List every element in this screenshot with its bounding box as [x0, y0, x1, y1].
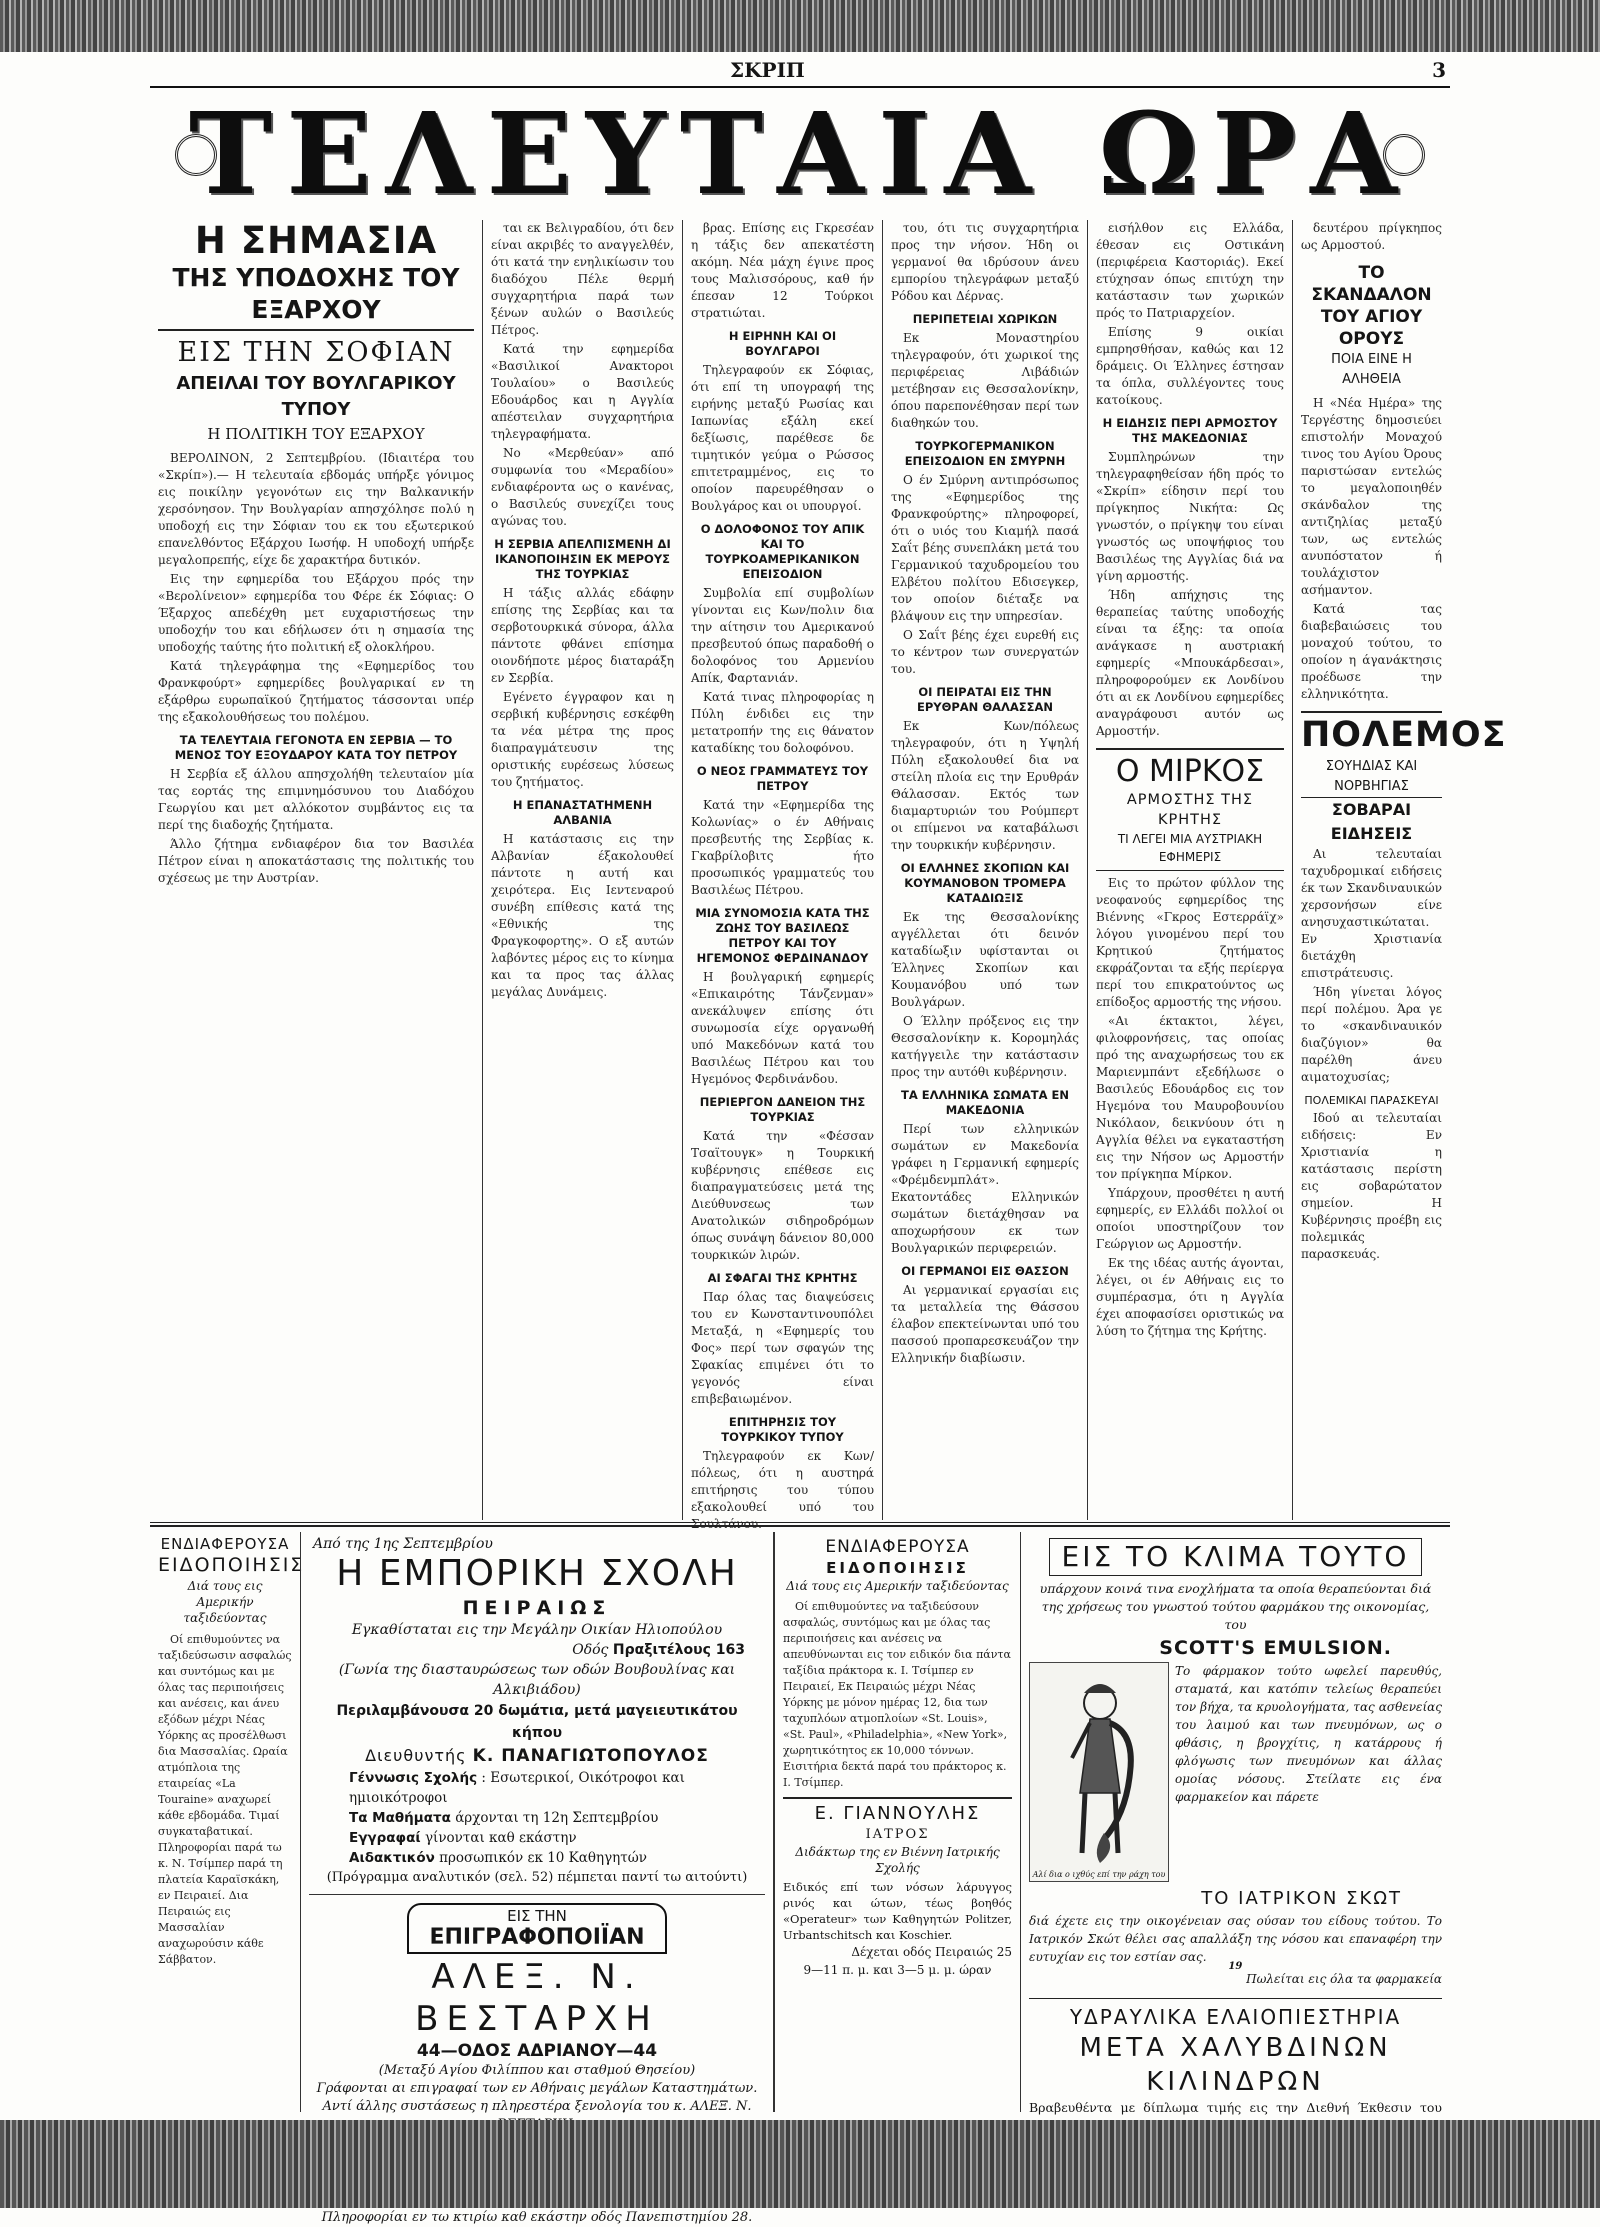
- lead-headline: Η ΣΗΜΑΣΙΑ: [194, 219, 438, 262]
- article-paragraph: Η βουλγαρική εφημερίς «Επικαιρότης Τάνζενμαν» ανεκάλυψεν επίσης ότι συνωμοσία είχε οργανωθή υπό Μακεδόνων κατά του Βασιλέως Πέτρου και του Ηγεμόνος Φερδινάνδου.: [691, 970, 874, 1086]
- address-value: Πραξιτέλους 163: [612, 1642, 745, 1658]
- ad-text: Το φάρμακον τούτο ωφελεί παρευθύς, σταματά, και κατόπιν τελείως θεραπεύει τον βήχα, τα κρυολογήματα, τας ασθενείας του λαιμού και των πνευμόνων, ως ο φθάσις, η βρογχίτις, η κατάρρους ή φλόγωσις των πνευμόνων και άλλας ομοίας νόσους. Στείλατε εις ένα φαρμακείον και πάρετε: [1175, 1664, 1442, 1804]
- address-prefix: Οδός: [572, 1642, 609, 1658]
- column-5: [1087, 220, 1292, 1520]
- article-paragraph: Η Σερβία εξ άλλου απησχολήθη τελευταίον μία τας εορτάς της επιμνημόσυνου του Διαδόχου Γεωργίου και μετ αλλόκοτον συμβάντος εις τα περί της διαδοχής ζητήματα.: [158, 767, 474, 832]
- ad-date: Από της 1ης Σεπτεμβρίου: [313, 1536, 493, 1552]
- ad-travel-notice: [150, 1532, 305, 2112]
- doctor-ad: [783, 1797, 1012, 1979]
- masthead-rule: [150, 86, 1450, 88]
- ad-heading: ΕΝΔΙΑΦΕΡΟΥΣΑ: [160, 1535, 290, 1553]
- doctor-address: Δέχεται οδός Πειραιώς 25: [851, 1945, 1012, 1959]
- section-heading: ΑΙ ΣΦΑΓΑΙ ΤΗΣ ΚΡΗΤΗΣ: [707, 1271, 858, 1285]
- school-info-list: [309, 1768, 765, 1868]
- war-subheadline-2: ΣΟΒΑΡΑΙ ΕΙΔΗΣΕΙΣ: [1330, 800, 1413, 843]
- article-paragraph: Υπάρχουν, προσθέτει η αυτή εφημερίς, εν Ελλάδι πολλοί οι οποίοι υποστηρίζουν τον Γεώργιον ως Αρμοστήν.: [1096, 1186, 1284, 1251]
- article-paragraph: Κατά τηλεγράφημα της «Εφημερίδος του Φρανκφούρτ» εφημερίδες βουλγαρικαί εν τη εξάρθρω ευρωπαϊκού ζητήματος τάσσονται υπέρ της εξακολουθήσεως του πολέμου.: [158, 659, 474, 724]
- article-paragraph: ΒΕΡΟΛΙΝΟΝ, 2 Σεπτεμβρίου. (Ιδιαιτέρα του «Σκρίπ»).— Η τελευταία εβδομάς υπήρξε γόνιμος εις ποικίλην γεγονότων εις την Βαλκανικήν χερσόνησον. Την Βουλγαρίαν απησχόλησε πολύ η υποδοχή εις την Σόφιαν του εκ του εξωτερικού επανελθόντος Εξάρχου Ιωσήφ. Η υποδοχή υπήρξε μεγαλοπρεπής, είχε δε χαρακτήρα δυτικόν.: [158, 451, 474, 567]
- ad-heading: ΕΙΔΟΠΟΙΗΣΙΣ: [158, 1554, 305, 1576]
- engraver-street-note: (Μεταξύ Αγίου Φιλίππου και σταθμού Θησείου): [378, 2063, 696, 2078]
- mirkos-title: Ο ΜΙΡΚΟΣ: [1115, 754, 1265, 789]
- article-paragraph: Ήδη απήχησις της θεραπείας ταύτης υποδοχής είναι τα έξης: τα οποία ανάγκασε η αυστριακή εφημερίς «Μπουκάρδεσαι», πληροφορούμεν εκ Λονδίνου ότι αι εκ Λονδίνου εφημερίδες αναγράφουσι αυτόν ως Αρμοστήν.: [1096, 588, 1284, 738]
- article-paragraph: Εκ Μοναστηρίου τηλεγραφούν, ότι χωρικοί της περιφέρειας Λιβάδιών μετέβησαν εις Θεσσαλονίκην, όπου παρεπονέθησαν περί των διαθηκών του.: [891, 331, 1079, 430]
- article-paragraph: εισήλθον εις Ελλάδα, έθεσαν εις Οστικάνη (περιφέρεια Καστοριάς). Εκεί ετύχησαν όπως επιτύχη την κατάστασιν των χωρικών πρός το Πατριαρχείον.: [1096, 221, 1284, 320]
- info-row: Γέννωσις Σχολής : Εσωτερικοί, Οικότροφοι και ημιοικότροφοι: [349, 1770, 685, 1806]
- war-headline: ΠΟΛΕΜΟΣ: [1301, 711, 1442, 757]
- ad-heading: ΕΝΔΙΑΦΕΡΟΥΣΑ: [825, 1537, 970, 1557]
- column-4: [882, 220, 1087, 1520]
- article-paragraph: Ο Έλλην πρόξενος εις την Θεσσαλονίκην κ. Κορομηλάς κατήγγειλε την κατάστασιν προς την αυτόθι κυβέρνησιν.: [891, 1014, 1079, 1079]
- page-number: 3: [1432, 58, 1446, 82]
- article-paragraph: Κατά τας διαβεβαιώσεις του μοναχού τούτου, το οποίον η άγανάκτησις προέδωσε την ελληνικότητα.: [1301, 602, 1442, 701]
- section-heading: Η ΣΕΡΒΙΑ ΑΠΕΛΠΙΣΜΕΝΗ ΔΙ ΙΚΑΝΟΠΟΙΗΣΙΝ ΕΚ ΜΕΡΟΥΣ ΤΗΣ ΤΟΥΡΚΙΑΣ: [494, 537, 671, 581]
- ad-text: διά έχετε εις την οικογένειαν σας ούσαν του είδους τούτου. Το Ιατρικόν Σκώτ θέλει σας απαλλάξη της νόσου και επαναφέρη την ευτυχίαν εις τον εστίαν σας.: [1029, 1914, 1442, 1964]
- divider: [309, 1894, 765, 1895]
- article-paragraph: Τηλεγραφούν εκ Σόφιας, ότι επί τη υπογραφή της ειρήνης μεταξύ Ρωσίας και Ιαπωνίας εξάλη εκεί δεξίωσις, παρέθεσε δε τιμητικόν γεύμα ο Ρώσσος επιτετραμμένος, εις το οποίον παρευρέθησαν ο Βουλγάρος και οι υπουργοί.: [691, 363, 874, 513]
- article-paragraph: Επίσης 9 οικίαι εμπρησθήσαν, καθώς και 12 δράμεις. Οι Έλληνες έστησαν τα όπλα, συλλέγοντες τους κατοίκους.: [1096, 325, 1284, 407]
- oil-press-body: Βραβευθέντα με δίπλωμα τιμής εις την Διεθνή Έκθεσιν του: [1029, 2100, 1442, 2115]
- oil-press-subtitle: ΜΕΤΑ ΧΑΛΥΒΔΙΝΩΝ ΚΙΛΙΝΔΡΩΝ: [1079, 2033, 1392, 2097]
- doctor-name: Ε. ΓΙΑΝΝΟΥΛΗΣ: [814, 1803, 981, 1824]
- section-heading: ΜΙΑ ΣΥΝΟΜΟΣΙΑ ΚΑΤΑ ΤΗΣ ΖΩΗΣ ΤΟΥ ΒΑΣΙΛΕΩΣ ΠΕΤΡΟΥ ΚΑΙ ΤΟΥ ΗΓΕΜΟΝΟΣ ΦΕΡΔΙΝΑΝΔΟΥ: [695, 906, 870, 965]
- info-row: [349, 1808, 765, 1828]
- school-director: [309, 1744, 765, 1768]
- engraver-note: Γράφονται αι επιγραφαί των εν Αθήναις μεγάλων Καταστημάτων. Αντί άλλης συστάσεως η πληρεστέρα ξενολογία του κ. ΑΛΕΞ. Ν.: [316, 2081, 758, 2114]
- doctor-title: ΙΑΤΡΟΣ: [865, 1827, 930, 1842]
- article-paragraph: Άλλο ζήτημα ενδιαφέρον δια τον Βασιλέα Πέτρον είναι η αποκατάστασις της πολιτικής του σχέσεως με την Αυστρίαν.: [158, 837, 474, 885]
- war-subheadline: ΣΟΥΗΔΙΑΣ ΚΑΙ ΝΟΡΒΗΓΙΑΣ: [1301, 757, 1442, 798]
- section-heading: ΤΑ ΤΕΛΕΥΤΑΙΑ ΓΕΓΟΝΟΤΑ ΕΝ ΣΕΡΒΙΑ — ΤΟ ΜΕΝΟΣ ΤΟΥ ΕΞΟΥΔΑΡΟΥ ΚΑΤΑ ΤΟΥ ΠΕΤΡΟΥ: [174, 733, 458, 762]
- info-key: Εγγραφαί: [349, 1830, 421, 1846]
- ad-subheading: Διά τους εις Αμερικήν ταξιδεύοντας: [183, 1579, 267, 1625]
- doctor-school: Διδάκτωρ της εν Βιέννη Ιατρικής Σχολής: [795, 1845, 1000, 1875]
- mirkos-subtitle-2: ΤΙ ΛΕΓΕΙ ΜΙΑ ΑΥΣΤΡΙΑΚΗ ΕΦΗΜΕΡΙΣ: [1117, 832, 1263, 864]
- fisherman-illustration: [1029, 1662, 1169, 1882]
- director-prefix: Διευθυντής: [365, 1746, 467, 1765]
- product-name: SCOTT'S EMULSION.: [1159, 1637, 1392, 1659]
- ad-number: 19: [1228, 1961, 1243, 1972]
- article-paragraph: Εις την εφημερίδα του Εξάρχου πρός την «Βερολίνειον» εφημερίδα του Φέρε έκ Σόφιας: Ο Έξαρχος απεδέχθη μετ ευχαριστήσεως την υποδοχήν του και εδήλωσεν ότι η σημασία της υποδοχής ταύτης ήτο πολιτική εξ ολοκλήρου.: [158, 572, 474, 654]
- article-paragraph: ται εκ Βελιγραδίου, ότι δεν είναι ακριβές το αναγγελθέν, ότι κατά την ενηλικίωσιν του διαδόχου Πέλε θερμή συγχαρητήρια παρά των ξένων αυλών ο Βασιλεύς Πέτρος.: [491, 221, 674, 337]
- section-heading: ΤΟΥΡΚΟΓΕΡΜΑΝΙΚΟΝ ΕΠΕΙΣΟΔΙΟΝ ΕΝ ΣΜΥΡΝΗ: [904, 439, 1066, 468]
- ad-line: Εγκαθίσταται εις την Μεγάλην Οικίαν Ηλιοπούλου: [351, 1622, 723, 1638]
- section-heading: Η ΕΙΔΗΣΙΣ ΠΕΡΙ ΑΡΜΟΣΤΟΥ ΤΗΣ ΜΑΚΕΔΟΝΙΑΣ: [1102, 416, 1278, 445]
- school-address: [309, 1640, 765, 1660]
- section-heading: Ο ΝΕΟΣ ΓΡΑΜΜΑΤΕΥΣ ΤΟΥ ΠΕΤΡΟΥ: [696, 764, 869, 793]
- article-paragraph: Κατά την «Εφημερίδα της Κολωνίας» ο έν Αθήναις πρεσβευτής της Σερβίας κ. Γκαβρίλοβιτς ήτο προσωπικός γραμματεύς του Βασιλέως Πέτρου.: [691, 798, 874, 897]
- article-paragraph: του, ότι τις συγχαρητήρια προς την νήσον. Ήδη οι γερμανοί θα ιδρύσουν άνευ εμπορίου τηλεγράφων μεταξύ Ρόδου και Δέρνας.: [891, 221, 1079, 303]
- ad-commercial-school: [300, 1532, 774, 2225]
- scan-top-border: [0, 0, 1600, 52]
- article-paragraph: Κατά την «Φέσσαν Τσαϊτουγκ» η Τουρκική κυβέρνησις επέθεσε εις διαπραγματεύσεις μετά της Διεύθυνσεως των Ανατολικών σιδηροδρόμων όπως συνάψη δάνειον 80,000 τουρκικών λιρών.: [691, 1129, 874, 1262]
- article-paragraph: βρας. Επίσης εις Γκρεσέαν η τάξις δεν απεκατέστη ακόμη. Νέα μάχη έγινε προς τους Μαλισσόρους, καθ ήν έπεσαν 12 Τούρκοι στρατιώται.: [691, 221, 874, 320]
- article-paragraph: Ήδη γίνεται λόγος περί πολέμου. Άρα γε το «σκανδιναυικόν διαζύγιον» θα παρέλθη άνευ αιματοχυσίας;: [1301, 985, 1442, 1084]
- info-value: Εσωτερικοί, Οικότροφοι και ημιοικότροφοι: [349, 1770, 685, 1806]
- article-paragraph: Ιδού αι τελευταίαι ειδήσεις: Εν Χριστιανία η κατάστασις περίστη εις σοβαρώτατον σημείον. Η Κυβέρνησις προέβη εις πολεμικάς παρασκευάς.: [1301, 1111, 1442, 1261]
- article-paragraph: Εκ Κων/πόλεως τηλεγραφούν, ότι η Υψηλή Πύλη εξακολουθεί δια να στείλη πλοία εις την Ερυθράν Θάλασσαν. Εκτός των διαμαρτυριών του Ρούμπερτ οι επίμενοι να καταβάλωσι την τουρκικήν κυβέρνησιν.: [891, 719, 1079, 852]
- scandal-subheadline: ΠΟΙΑ ΕΙΝΕ Η ΑΛΗΘΕΙΑ: [1331, 352, 1412, 387]
- section-heading: ΤΑ ΕΛΛΗΝΙΚΑ ΣΩΜΑΤΑ ΕΝ ΜΑΚΕΔΟΝΙΑ: [901, 1088, 1069, 1117]
- article-paragraph: Εκ της ιδέας αυτής άγονται, λέγει, οι έν Αθήναις εις το συμπέρασμα, ότι η Αγγλία έχει αποφασίσει οριστικώς να λύση το ζήτημα της Κρήτης.: [1096, 1256, 1284, 1338]
- article-paragraph: Η κατάστασις εις την Αλβανίαν έξακολουθεί πάντοτε η αυτή και χειρότερα. Εις Ιεντεναρού συνέβη επίθεσις κατά της «Εθνικής της Φραγκοφορτης». Ο εξ αυτών λαβόντες μέρος εις το κίνημα και τα προς τας άλλας μεγάλας Δυνάμεις.: [491, 832, 674, 999]
- article-paragraph: «Αι έκτακτοι, λέγει, φιλοφρονήσεις, τας οποίας πρό της αναχωρήσεως του εκ Μαριενμπάντ εξεδήλωσε ο Βασιλεύς Εδουάρδος εις τον Ηγεμόνα του Μαυροβουνίου Νικόλαον, δεικνύουν ότι η Αγγλία θέλει να εγκαταστήση εις την Νήσον ως Αρμοστήν τον πρίγκηπα Μίρκον.: [1096, 1014, 1284, 1181]
- news-columns: [150, 219, 1507, 1531]
- ad-scotts-emulsion: [1020, 1532, 1450, 2115]
- section-heading: Η ΕΙΡΗΝΗ ΚΑΙ ΟΙ ΒΟΥΛΓΑΡΟΙ: [728, 329, 837, 358]
- director-name: Κ. ΠΑΝΑΓΙΩΤΟΠΟΥΛΟΣ: [472, 1746, 709, 1766]
- illustration-caption: Αλί δια ο ιχθύς επί την ράχη του: [1032, 1870, 1166, 1879]
- article-paragraph: Περί των ελληνικών σωμάτων εν Μακεδονία γράφει η Γερμανική εφημερίς «Φρέμδενμπλάτ». Εκατοντάδες Ελληνικών σωμάτων διετάχθησαν να αποχωρήσουν εκ των Βουλγαρικών περιφερειών.: [891, 1122, 1079, 1255]
- article-paragraph: Αι γερμανικαί εργασίαι εις τα μεταλλεία της Θάσσου έλαβον επεκτείνωνται υπό του πασσού προπαρεσκευάζον την Ελληνικήν διαβίωσιν.: [891, 1283, 1079, 1365]
- lead-line5: Η ΠΟΛΙΤΙΚΗ ΤΟΥ ΕΞΑΡΧΟΥ: [207, 425, 425, 443]
- info-value: προσωπικόν εκ 10 Καθηγητών: [439, 1850, 647, 1866]
- article-paragraph: δευτέρου πρίγκηπος ως Αρμοστού.: [1301, 221, 1442, 252]
- ad-travel-and-doctor: [774, 1532, 1020, 2112]
- sold-text: Πωλείται εις όλα τα φαρμακεία: [1246, 1972, 1442, 1986]
- section-divider: [150, 1522, 1450, 1527]
- info-value: γίνονται καθ εκάστην: [424, 1830, 577, 1846]
- section-heading: ΠΕΡΙΠΕΤΕΙΑΙ ΧΩΡΙΚΩΝ: [912, 312, 1058, 326]
- ad-line: (Γωνία της διασταυρώσεως των οδών Βουβουλίνας και Αλκιβιάδου): [338, 1662, 736, 1698]
- column-3: [682, 220, 882, 1531]
- ad-body: Οί επιθυμούντες να ταξιδεύσουν ασφαλώς, συντόμως και με όλας τας περιποιήσεις και ανέσεις να απευθύνωνται εις τον ειδικόν δια πάντα ταξίδια πράκτορα κ. Ι. Τσίμπερ εν Πειραιεί, Εκ Πειραιώς μέχρι Νέας Υόρκης με μόνον ημέρας 12, δια των ταχυπλόων ατμοπλοίων «St. Louis», «St. Paul», «Philadelphia», «New York», χωρητικότητος εκ 10,000 τόννων. Εισιτήρια δεκτά παρά του πράκτορος κ. Ι. Τσίμπερ.: [783, 1600, 1011, 1789]
- info-row: [349, 1848, 765, 1868]
- article-paragraph: Εκ της Θεσσαλονίκης αγγέλλεται ότι δεινόν καταδίωξιν υφίστανται οι Έλληνες Σκοπίων και Κουμανόβου υπό των Βουλγάρων.: [891, 910, 1079, 1009]
- flourish-icon: [1383, 134, 1425, 176]
- article-paragraph: Ο Σαΐτ βέης έχει ευρεθή εις το κέντρον των συνεργατών του.: [891, 628, 1079, 676]
- doctor-hours: 9—11 π. μ. και 3—5 μ. μ. ώραν: [803, 1963, 992, 1977]
- lead-line4: ΑΠΕΙΛΑΙ ΤΟΥ ΒΟΥΛΓΑΡΙΚΟΥ ΤΥΠΟΥ: [176, 373, 456, 420]
- fisherman-icon: [1030, 1663, 1170, 1883]
- article-paragraph: Κατά την εφημερίδα «Βασιλικοί Ανακτοροι Τουλαίου» ο Βασιλεύς Εδουάρδος και η Αγγλία απέστειλαν συγχαρητήρια τηλεγραφήματα.: [491, 342, 674, 441]
- info-key: Τα Μαθήματα: [349, 1810, 451, 1826]
- engraving-prefix: ΕΙΣ ΤΗΝ: [507, 1907, 567, 1925]
- doctor-description: Ειδικός επί των νόσων λάρυγγος ρινός και ώτων, τέως βοηθός «Operateur» των Καθηγητών Politzer, Urbantschitsch και Koschier.: [783, 1880, 1012, 1942]
- section-heading: Ο ΔΟΛΟΦΟΝΟΣ ΤΟΥ ΑΠΙΚ ΚΑΙ ΤΟ ΤΟΥΡΚΟΑΜΕΡΙΚΑΝΙΚΟΝ ΕΠΕΙΣΟΔΙΟΝ: [700, 522, 865, 581]
- section-heading: ΟΙ ΓΕΡΜΑΝΟΙ ΕΙΣ ΘΑΣΣΟΝ: [901, 1264, 1069, 1278]
- article-paragraph: Παρ όλας τας διαψεύσεις του εν Κωνσταντινουπόλει Μεταξά, η «Εφημερίς του Φος» περί των σφαγών της Σφακίας επιμένει ότι το γεγονός είναι επιβεβαιωμένον.: [691, 1290, 874, 1406]
- article-paragraph: Ο έν Σμύρνη αντιπρόσωπος της «Εφημερίδος της Φρανκφούρτης» πληροφορεί, ότι ο υιός του Κιαμήλ πασά Σαΐτ βέης συνεπλάκη μετά του Γερμανικού ταχυδρομείου του Ελβέτου πολίτου Εδισεγκερ, τον οποίον διέταξε να βλάψουν εις την υπηρεσίαν.: [891, 473, 1079, 623]
- engraving-heading: [407, 1903, 667, 1954]
- column-6: [1292, 220, 1507, 1520]
- flourish-icon: [175, 134, 217, 176]
- ad-heading: ΕΙΔΟΠΟΙΗΣΙΣ: [826, 1559, 969, 1577]
- ad-line: Περιλαμβάνουσα 20 δωμάτια, μετά μαγειευτικάτου κήπου: [336, 1703, 738, 1741]
- info-value: άρχονται τη 12η Σεπτεμβρίου: [455, 1810, 659, 1826]
- ad-sold: [1029, 1961, 1442, 1990]
- section-heading: ΠΕΡΙΕΡΓΟΝ ΔΑΝΕΙΟΝ ΤΗΣ ΤΟΥΡΚΙΑΣ: [699, 1095, 866, 1124]
- info-key: Αιδακτικόν: [349, 1850, 435, 1866]
- banner-title: ΤΕΛΕΥΤΑΙΑ ΩΡΑ: [188, 89, 1412, 220]
- column-2: [482, 220, 682, 1520]
- article-paragraph: Η τάξις αλλάς εδάφην επίσης της Σερβίας και τα σερβοτουρκικά σύνορα, άλλα πάντοτε φθάνει επίσημα οιονδήποτε μέρος διαταράξη εν Σερβία.: [491, 586, 674, 685]
- product-tagline: ΤΟ ΙΑΤΡΙΚΟΝ ΣΚΩΤ: [1201, 1888, 1402, 1909]
- section-banner: [185, 89, 1415, 220]
- info-key: Γέννωσις Σχολής: [349, 1770, 478, 1786]
- section-heading: Η ΕΠΑΝΑΣΤΑΤΗΜΕΝΗ ΑΛΒΑΝΙΑ: [512, 798, 653, 827]
- mirkos-headline-box: [1096, 748, 1284, 871]
- article-paragraph: Η «Νέα Ημέρα» της Τεργέστης δημοσιεύει επιστολήν Μοναχού τινος του Αγίου Όρους παριστώσαν εντελώς το μεγαλοποιηθέν σκάνδαλον της αντιζηλίας μεταξύ των, ως εντελώς ανυπόστατον ή τουλάχιστον ασήμαντον.: [1301, 396, 1442, 597]
- section-heading: ΟΙ ΠΕΙΡΑΤΑΙ ΕΙΣ ΤΗΝ ΕΡΥΘΡΑΝ ΘΑΛΑΣΣΑΝ: [916, 685, 1054, 714]
- scan-bottom-border: [0, 2120, 1600, 2208]
- ad-line: (Πρόγραμμα αναλυτικόν (σελ. 52) πέμπεται παντί τω αιτούντι): [326, 1870, 748, 1885]
- section-heading: ΟΙ ΕΛΛΗΝΕΣ ΣΚΟΠΙΩΝ ΚΑΙ ΚΟΥΜΑΝΟΒΟΝ ΤΡΟΜΕΡΑ ΚΑΤΑΔΙΩΞΙΣ: [900, 861, 1070, 905]
- ad-body: Οί επιθυμούντες να ταξιδεύσωσιν ασφαλώς και συντόμως και με όλας τας περιποιήσεις και ανέσεις, και άνευ εξόδων μέχρι Νέας Υόρκης ας προσέλθωσι δια Μασσαλίας. Ωραία ατμόπλοια της εταιρείας «La Touraine» αναχωρεί κάθε εβδομάδα. Τιμαί συγκαταβατικαί. Πληροφορίαι παρά τω κ. Ν. Τσίμπερ παρά τη πλατεία Καραϊσκάκη, εν Πειραιεί. Δια Πειραιώς εις Μασσαλίαν αναχωρούσιν κάθε Σάββατον.: [158, 1633, 292, 1966]
- engraver-street: 44—ΟΔΟΣ ΑΔΡΙΑΝΟΥ—44: [416, 2041, 658, 2061]
- lead-subheadline: ΤΗΣ ΥΠΟΔΟΧΗΣ ΤΟΥ ΕΞΑΡΧΟΥ: [158, 262, 474, 331]
- info-row: [349, 1828, 765, 1848]
- article-paragraph: Εγένετο έγγραφον και η σερβική κυβέρνησις εσκέφθη τα νέα μέτρα της προς διαπραγμάτευσιν της οριστικής ευρέσεως λύσεως του ζητήματος.: [491, 690, 674, 789]
- lead-line3: ΕΙΣ ΤΗΝ ΣΟΦΙΑΝ: [177, 337, 455, 368]
- mirkos-subtitle: ΑΡΜΟΣΤΗΣ ΤΗΣ ΚΡΗΤΗΣ: [1126, 792, 1254, 828]
- ad-body: [1029, 1662, 1442, 1882]
- scandal-headline: ΤΟ ΣΚΑΝΔΑΛΟΝ ΤΟΥ ΑΓΙΟΥ ΟΡΟΥΣ: [1311, 263, 1432, 349]
- engraver-name: ΑΛΕΞ. Ν. ΒΕΣΤΑΡΧΗ: [415, 1957, 659, 2039]
- school-2-info: Πληροφορίαι εν τω κτιρίω καθ εκάστην οδός Πανεπιστημίου 28.: [321, 2210, 753, 2225]
- ad-intro: υπάρχουν κοινά τινα ενοχλήματα τα οποία θεραπεύονται διά της χρήσεως του γνωστού τούτου φαρμάκου της οικονομίας, του: [1039, 1581, 1432, 1632]
- masthead: [150, 58, 1450, 88]
- advertisements: [150, 1532, 1450, 2225]
- article-paragraph: Αι τελευταίαι ταχυδρομικαί ειδήσεις έκ των Σκανδιναυικών χερσονήσων είνε ανησυχαστικώταται. Εν Χριστιανία διετάχθη επιστράτευσις.: [1301, 847, 1442, 980]
- school-name: Η ΕΜΠΟΡΙΚΗ ΣΧΟΛΗ: [336, 1553, 738, 1594]
- ad-subheading: Διά τους εις Αμερικήν ταξιδεύοντας: [786, 1579, 1009, 1593]
- section-heading: ΠΟΛΕΜΙΚΑΙ ΠΑΡΑΣΚΕΥΑΙ: [1304, 1094, 1439, 1107]
- engraving-title: ΕΠΙΓΡΑΦΟΠΟΙΪΑΝ: [429, 1925, 645, 1950]
- article-paragraph: Εις το πρώτον φύλλον της νεοφανούς εφημερίδος της Βιέννης «Γκρος Εστερράϊχ» λόγου γινομένου περί του Κρητικού ζητήματος εκφράζονται τα εξής περίεργα περί του επικρατούντος ως επίδοξος αρμοστής της νήσου.: [1096, 876, 1284, 1009]
- article-paragraph: Συμπληρώνων την τηλεγραφηθείσαν ήδη πρός το «Σκρίπ» είδησιν περί του πρίγκηπος Νικήτα: Ως γνωστόν, ο πρίγκηψ του είναι γνωστός ως υποψήφιος του Βασιλέως της Αγγλίας διά να γίνη αρμοστής.: [1096, 450, 1284, 583]
- article-paragraph: Κατά τινας πληροφορίας η Πύλη ένδιδει εις την μετατροπήν της εις θάνατον καταδίκης του δολοφόνου.: [691, 690, 874, 755]
- section-heading: ΕΠΙΤΗΡΗΣΙΣ ΤΟΥ ΤΟΥΡΚΙΚΟΥ ΤΥΠΟΥ: [721, 1415, 844, 1444]
- ad-title: ΕΙΣ ΤΟ ΚΛΙΜΑ ΤΟΥΤΟ: [1049, 1538, 1422, 1576]
- oil-press-title: ΥΔΡΑΥΛΙΚΑ ΕΛΑΙΟΠΙΕΣΤΗΡΙΑ: [1069, 2005, 1402, 2029]
- article-paragraph: Νο «Μερθεύαν» από συμφωνία του «Μεραδίου» ενδιαφέροντα ως ο κανένας, ο Βασιλεύς συνεχίζει τους αγώνας του.: [491, 446, 674, 528]
- column-lead-story: [150, 220, 482, 1520]
- newspaper-name: ΣΚΡΙΠ: [730, 58, 805, 82]
- article-paragraph: Συμβολία επί συμβολίων γίνονται εις Κων/πολιν δια την αίτησιν του Αμερικανού πρεσβευτού όπως παραδοθή ο δολοφόνος του Αρμενίου Απίκ, Φαρτανιάν.: [691, 586, 874, 685]
- article-paragraph: Τηλεγραφούν εκ Κων/πόλεως, ότι η αυστηρά επιτήρησις του τύπου εξακολουθεί υπό του Σουλτάνου.: [691, 1449, 874, 1531]
- school-place: ΠΕΙΡΑΙΩΣ: [462, 1597, 612, 1619]
